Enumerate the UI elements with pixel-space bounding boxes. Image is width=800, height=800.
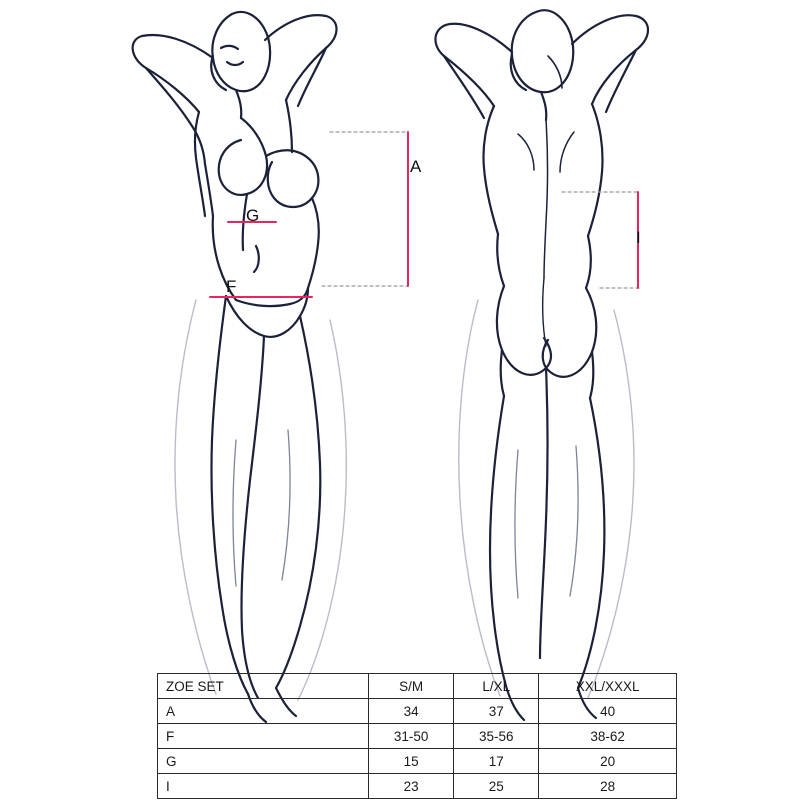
table-header-xxl: XXL/XXXL: [539, 674, 677, 699]
row-label-a: A: [158, 699, 369, 724]
front-figure: [133, 12, 347, 722]
table-row: [158, 699, 677, 724]
row-label-f: F: [158, 724, 369, 749]
row-i-sm: 23: [369, 774, 454, 799]
row-i-lxl: 25: [454, 774, 539, 799]
row-g-sm: 15: [369, 749, 454, 774]
row-g-lxl: 17: [454, 749, 539, 774]
measure-guides-front: [210, 132, 408, 297]
row-f-xxl: 38-62: [539, 724, 677, 749]
row-label-g: G: [158, 749, 369, 774]
row-g-xxl: 20: [539, 749, 677, 774]
size-table: [157, 673, 677, 799]
measure-label-f: F: [226, 277, 237, 296]
table-row: [158, 749, 677, 774]
row-a-lxl: 37: [454, 699, 539, 724]
measure-label-i: I: [636, 228, 641, 247]
measure-guides-back: [562, 192, 640, 288]
table-row: [158, 774, 677, 799]
row-a-xxl: 40: [539, 699, 677, 724]
measure-label-g: G: [246, 206, 260, 225]
table-header-row: [158, 674, 677, 699]
table-header-sm: S/M: [369, 674, 454, 699]
table-header-title: ZOE SET: [158, 674, 369, 699]
table-row: [158, 724, 677, 749]
row-i-xxl: 28: [539, 774, 677, 799]
row-a-sm: 34: [369, 699, 454, 724]
measure-label-a: A: [410, 157, 422, 176]
row-f-lxl: 35-56: [454, 724, 539, 749]
row-f-sm: 31-50: [369, 724, 454, 749]
table-header-lxl: L/XL: [454, 674, 539, 699]
back-figure: [435, 10, 648, 720]
row-label-i: I: [158, 774, 369, 799]
